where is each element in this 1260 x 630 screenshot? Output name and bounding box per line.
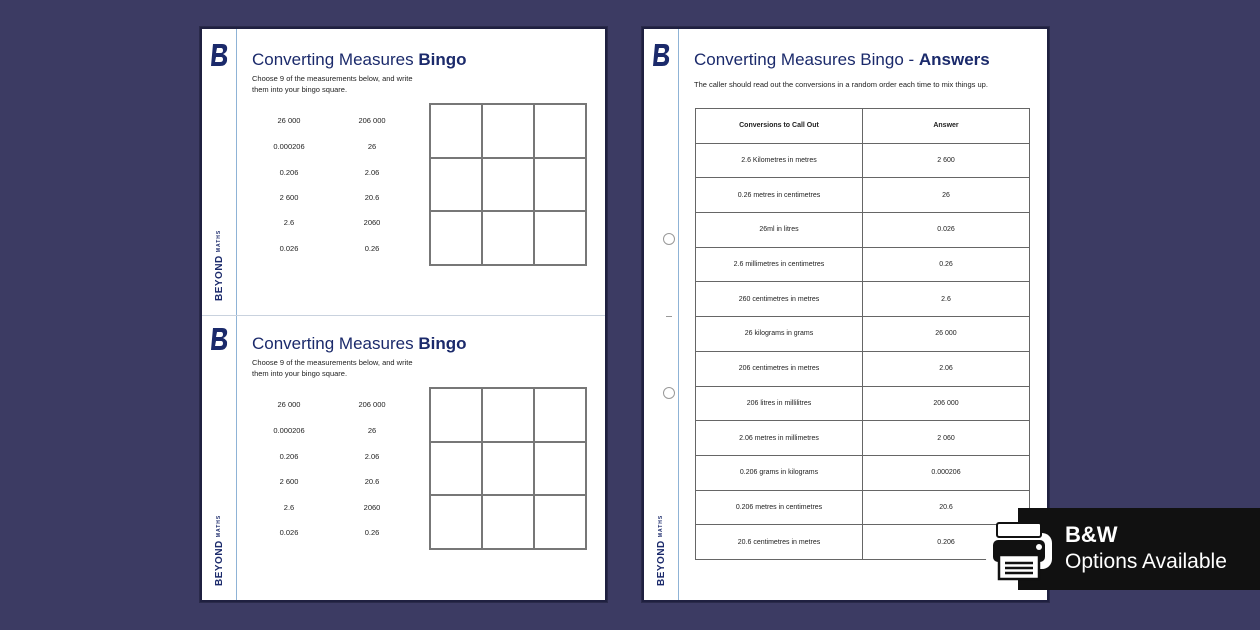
table-header-row (696, 109, 1030, 144)
answer-cell: 206 000 (863, 386, 1030, 421)
table-row (696, 490, 1030, 525)
measurement-value: 26 000 (277, 116, 301, 125)
bingo-cell (430, 158, 482, 212)
margin-line (678, 29, 679, 600)
conversion-cell: 260 centimetres in metres (696, 282, 863, 317)
answers-table (695, 108, 1030, 560)
measurement-value: 2060 (363, 218, 381, 227)
bingo-cell (534, 388, 586, 442)
bw-badge-title: B&W (1065, 522, 1118, 547)
conversion-cell: 206 centimetres in metres (696, 351, 863, 386)
measurement-value: 2060 (363, 503, 381, 512)
bingo-cell (482, 442, 534, 496)
bingo-grid (429, 387, 587, 550)
bw-options-banner (1018, 508, 1260, 590)
bingo-cell (534, 495, 586, 549)
bingo-cell (430, 388, 482, 442)
table-row (696, 317, 1030, 352)
column-header: Conversions to Call Out (696, 109, 863, 144)
measurement-value: 26 (367, 142, 377, 151)
half-divider (202, 315, 605, 316)
answer-cell: 2.06 (863, 351, 1030, 386)
beyond-logo-icon (653, 43, 671, 67)
worksheet-title: Converting Measures Bingo (252, 50, 467, 69)
answer-cell: 20.6 (863, 490, 1030, 525)
measurement-value: 0.026 (279, 528, 299, 537)
measurement-value: 0.206 (279, 168, 299, 177)
measurement-value: 26 (367, 426, 377, 435)
measurement-value: 206 000 (358, 400, 386, 409)
measurement-value: 2.06 (364, 452, 380, 461)
answer-cell: 0.206 (863, 525, 1030, 560)
punch-hole (663, 387, 675, 399)
measurement-value: 0.26 (364, 244, 380, 253)
fold-mark (666, 316, 672, 317)
bingo-cell (430, 495, 482, 549)
measurement-value: 0.000206 (273, 426, 305, 435)
measurement-value: 206 000 (358, 116, 386, 125)
beyond-logo-icon (211, 327, 229, 351)
bingo-cell (430, 211, 482, 265)
answer-cell: 2 600 (863, 143, 1030, 178)
bingo-cell (534, 211, 586, 265)
bingo-cell (482, 495, 534, 549)
measurement-value: 2 600 (279, 193, 299, 202)
beyond-logo-icon (211, 43, 229, 67)
table-row (696, 282, 1030, 317)
brand-label: BEYONDMATHS (214, 514, 225, 586)
measurement-value: 2.06 (364, 168, 380, 177)
bingo-worksheet-page (200, 27, 607, 602)
worksheet-instructions: Choose 9 of the measurements below, and write them into your bingo square. (252, 74, 413, 94)
measurement-value: 0.26 (364, 528, 380, 537)
bingo-cell (482, 158, 534, 212)
conversion-cell: 26ml in litres (696, 213, 863, 248)
answer-cell: 26 000 (863, 317, 1030, 352)
conversion-cell: 206 litres in millilitres (696, 386, 863, 421)
answer-cell: 0.26 (863, 247, 1030, 282)
bingo-grid (429, 103, 587, 266)
conversion-cell: 2.06 metres in millimetres (696, 421, 863, 456)
table-row (696, 421, 1030, 456)
printer-icon (985, 521, 1053, 581)
punch-hole (663, 233, 675, 245)
column-header: Answer (863, 109, 1030, 144)
answer-cell: 2.6 (863, 282, 1030, 317)
answers-title: Converting Measures Bingo - Answers (694, 50, 990, 69)
measurement-value: 2 600 (279, 477, 299, 486)
conversion-cell: 2.6 millimetres in centimetres (696, 247, 863, 282)
measurement-value: 26 000 (277, 400, 301, 409)
measurement-value: 0.206 (279, 452, 299, 461)
table-row (696, 525, 1030, 560)
measurement-value: 0.026 (279, 244, 299, 253)
table-row (696, 143, 1030, 178)
conversion-cell: 0.206 grams in kilograms (696, 455, 863, 490)
conversion-cell: 20.6 centimetres in metres (696, 525, 863, 560)
answer-cell: 0.026 (863, 213, 1030, 248)
worksheet-instructions: Choose 9 of the measurements below, and write them into your bingo square. (252, 358, 413, 378)
answers-instructions: The caller should read out the conversions in a random order each time to mix things up. (694, 80, 988, 89)
answer-cell: 26 (863, 178, 1030, 213)
table-row (696, 178, 1030, 213)
table-row (696, 213, 1030, 248)
measurement-value: 20.6 (364, 477, 380, 486)
table-row (696, 351, 1030, 386)
bingo-cell (534, 104, 586, 158)
worksheet-title: Converting Measures Bingo (252, 334, 467, 353)
measurement-value: 2.6 (283, 503, 295, 512)
measurement-value: 2.6 (283, 218, 295, 227)
brand-label: BEYONDMATHS (656, 514, 667, 586)
measurement-value: 20.6 (364, 193, 380, 202)
conversion-cell: 2.6 Kilometres in metres (696, 143, 863, 178)
conversion-cell: 0.26 metres in centimetres (696, 178, 863, 213)
brand-label: BEYONDMATHS (214, 229, 225, 301)
bingo-cell (482, 104, 534, 158)
table-row (696, 247, 1030, 282)
conversion-cell: 26 kilograms in grams (696, 317, 863, 352)
bingo-cell (482, 211, 534, 265)
bingo-cell (534, 158, 586, 212)
answer-cell: 2 060 (863, 421, 1030, 456)
bingo-cell (430, 104, 482, 158)
bingo-cell (534, 442, 586, 496)
bingo-cell (430, 442, 482, 496)
conversion-cell: 0.206 metres in centimetres (696, 490, 863, 525)
measurement-value: 0.000206 (273, 142, 305, 151)
table-row (696, 455, 1030, 490)
answer-cell: 0.000206 (863, 455, 1030, 490)
answers-page (642, 27, 1049, 602)
table-row (696, 386, 1030, 421)
bw-badge-subtitle: Options Available (1065, 550, 1227, 573)
bingo-cell (482, 388, 534, 442)
